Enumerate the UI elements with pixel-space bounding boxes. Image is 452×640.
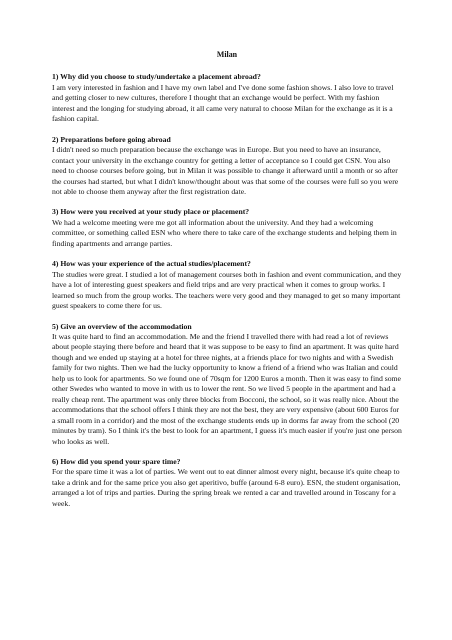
section-answer: The studies were great. I studied a lot of management courses both in fashion and event communication, and they have a lot of interesting guest speakers and field trips and are very practical when it comes to group works. I learned so much from the group works. The teachers were very good and they managed to get so many important guest speakers to come there for us. bbox=[52, 269, 402, 311]
section-spare-time bbox=[52, 457, 402, 509]
section-answer: We had a welcome meeting were me got all information about the university. And they had a welcoming committee, or something called ESN who where there to take care of the exchange students and helping them in finding apartments and arrange parties. bbox=[52, 217, 397, 248]
section-question: 2) Preparations before going abroad bbox=[52, 134, 171, 144]
section-question: 3) How were you received at your study place or placement? bbox=[52, 207, 250, 217]
section-answer: I am very interested in fashion and I have my own label and I've done some fashion shows. I also love to travel and getting closer to new cultures, therefore I thought that an exchange would be perfect. With my fashion interest and the longing for studying abroad, it all came very natural to choose Milan for the exchange as it is a fashion capital. bbox=[52, 82, 394, 124]
section-studies-experience bbox=[52, 259, 402, 311]
section-question: 5) Give an overview of the accommodation bbox=[52, 321, 192, 331]
section-why-study-abroad bbox=[52, 72, 402, 124]
section-accommodation bbox=[52, 322, 402, 447]
document-title: Milan bbox=[216, 50, 238, 59]
section-reception bbox=[52, 207, 402, 249]
section-question: 6) How did you spend your spare time? bbox=[52, 456, 181, 466]
document-body bbox=[52, 50, 402, 519]
section-answer: I didn't need so much preparation because the exchange was in Europe. But you need to have an insurance, contact your university in the exchange country for getting a letter of acceptance so I could get CSN. You also need to choose courses before going, but in Milan it was possible to change it afterward until a month or so after the courses had started, but what I didn't know/thought about was that some of the courses were full so you were not able to choose them anyway after the first registration date. bbox=[52, 145, 399, 196]
section-question: 4) How was your experience of the actual studies/placement? bbox=[52, 259, 251, 269]
section-question: 1) Why did you choose to study/undertake a placement abroad? bbox=[52, 72, 261, 82]
section-preparations bbox=[52, 135, 402, 198]
section-answer: It was quite hard to find an accommodation. Me and the friend I travelled there with had read a lot of reviews about people staying there before and heard that it was suppose to be easy to find an apartment. It was quite hard though and we ended up staying at a hotel for three nights, at a friends place for two nights and with a Swedish family for two nights. Then we had the lucky opportunity to know a friend of a friend who was Italian and could help us to look for apartments. So we found one of 70sqm for 1200 Euros a month. Then it was easy to find some other Swedes who wanted to move in with us to lower the rent. So we lived 5 people in the apartment and had a really cheap rent. The apartment was only three blocks from Bocconi, the school, so it was really nice. About the accommodations that the school offers I think they are not the best, they are very expensive (about 600 Euros for a small room in a corridor) and the most of the exchange students ends up in dorms far away from the school (20 minutes by tram). So I think it's the best to look for an apartment, I guess it's much easier if you're just one person who looks as well. bbox=[52, 331, 402, 446]
section-answer: For the spare time it was a lot of parties. We went out to eat dinner almost every night, because it's quite cheap to take a drink and for the same price you also get aperitivo, buffe (around 6-8 euro). ESN, the student organisation, arranged a lot of trips and parties. During the spring break we rented a car and travelled around in Toscany for a week. bbox=[52, 467, 401, 508]
